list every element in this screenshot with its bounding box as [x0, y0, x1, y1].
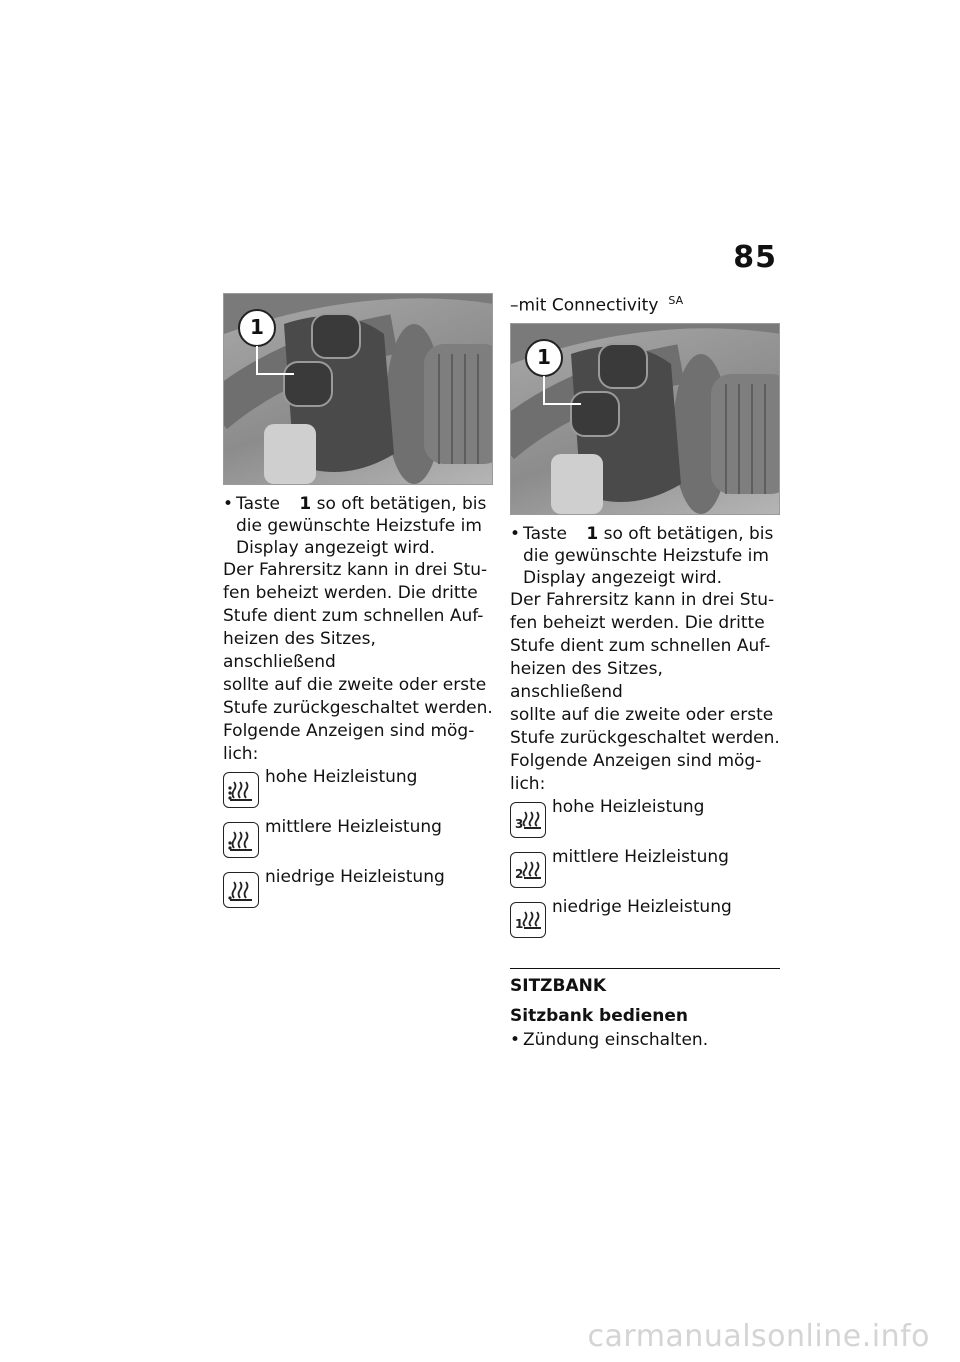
- bullet-word-taste: Taste: [523, 523, 567, 544]
- para-line: heizen des Sitzes, anschließend: [223, 629, 376, 672]
- instruction-bullet: [223, 493, 493, 559]
- bullet-ref-1: 1: [299, 494, 312, 514]
- para-line: sollte auf die zweite oder erste: [223, 675, 487, 695]
- para-line: heizen des Sitzes, anschließend: [510, 658, 663, 702]
- section-title: SITZBANK: [510, 975, 607, 996]
- right-column: [510, 290, 780, 1051]
- seat-heat-level-3-icon: [510, 802, 546, 838]
- seat-heat-high-icon: [223, 772, 259, 808]
- legend-label: hohe Heizleistung: [552, 796, 705, 817]
- legend-label: niedrige Heizleistung: [265, 867, 445, 887]
- para-line: Der Fahrersitz kann in drei Stu-: [223, 560, 488, 580]
- handlebar-switch-photo: [223, 293, 493, 485]
- legend-row-medium: [510, 846, 780, 896]
- legend-row-high: [510, 796, 780, 846]
- variant-subhead: [510, 290, 780, 317]
- section-divider: [510, 968, 780, 969]
- legend-row-low: [223, 866, 493, 916]
- bullet-text: so oft betätigen, bis die gewünschte Heizstufe im Display angezeigt wird.: [523, 523, 774, 588]
- variant-sup: SA: [668, 294, 684, 307]
- callout-label: 1: [537, 344, 551, 369]
- legend-label: mittlere Heizleistung: [265, 817, 442, 837]
- para-line: Stufe dient zum schnellen Auf-: [223, 606, 484, 626]
- level-number: 1: [515, 916, 524, 931]
- legend-label: niedrige Heizleistung: [552, 896, 732, 917]
- para-line: Folgende Anzeigen sind mög-: [223, 721, 475, 741]
- para-line: fen beheizt werden. Die dritte: [223, 583, 478, 603]
- seat-heat-level-2-icon: [510, 852, 546, 888]
- bullet-ref-1: 1: [586, 523, 599, 544]
- page-number: 85: [733, 240, 777, 275]
- para-line: Stufe zurückgeschaltet werden.: [510, 727, 780, 748]
- bullet-word-taste: Taste: [236, 494, 280, 514]
- handlebar-switch-photo-connectivity: [510, 323, 780, 515]
- instruction-bullet: [510, 523, 780, 589]
- description-paragraph: [510, 589, 780, 796]
- seat-heat-level-1-icon: [510, 902, 546, 938]
- seat-heat-medium-icon: [223, 822, 259, 858]
- para-line: lich:: [223, 744, 259, 764]
- level-number: 2: [515, 866, 524, 881]
- seat-heat-low-icon: [223, 872, 259, 908]
- level-number: 3: [515, 816, 524, 831]
- para-line: fen beheizt werden. Die dritte: [510, 612, 765, 633]
- para-line: Folgende Anzeigen sind mög-: [510, 750, 762, 771]
- legend-label: mittlere Heizleistung: [552, 846, 729, 867]
- legend-row-low: [510, 896, 780, 946]
- para-line: Stufe dient zum schnellen Auf-: [510, 635, 771, 656]
- para-line: sollte auf die zweite oder erste: [510, 704, 774, 725]
- left-column: [223, 293, 493, 916]
- watermark: carmanualsonline.info: [587, 1319, 930, 1354]
- description-paragraph: [223, 559, 493, 766]
- legend-label: hohe Heizleistung: [265, 767, 418, 787]
- variant-label: –mit Connectivity: [510, 295, 659, 316]
- subsection-title: Sitzbank bedienen: [510, 1005, 689, 1026]
- para-line: Der Fahrersitz kann in drei Stu-: [510, 589, 775, 610]
- para-line: Stufe zurückgeschaltet werden.: [223, 698, 493, 718]
- legend-row-medium: [223, 816, 493, 866]
- instruction-bullet: • Zündung einschalten.: [510, 1029, 780, 1051]
- para-line: lich:: [510, 773, 546, 794]
- bullet-text: so oft betätigen, bis die gewünschte Heizstufe im Display angezeigt wird.: [236, 494, 487, 558]
- callout-label: 1: [250, 315, 264, 339]
- legend-row-high: [223, 766, 493, 816]
